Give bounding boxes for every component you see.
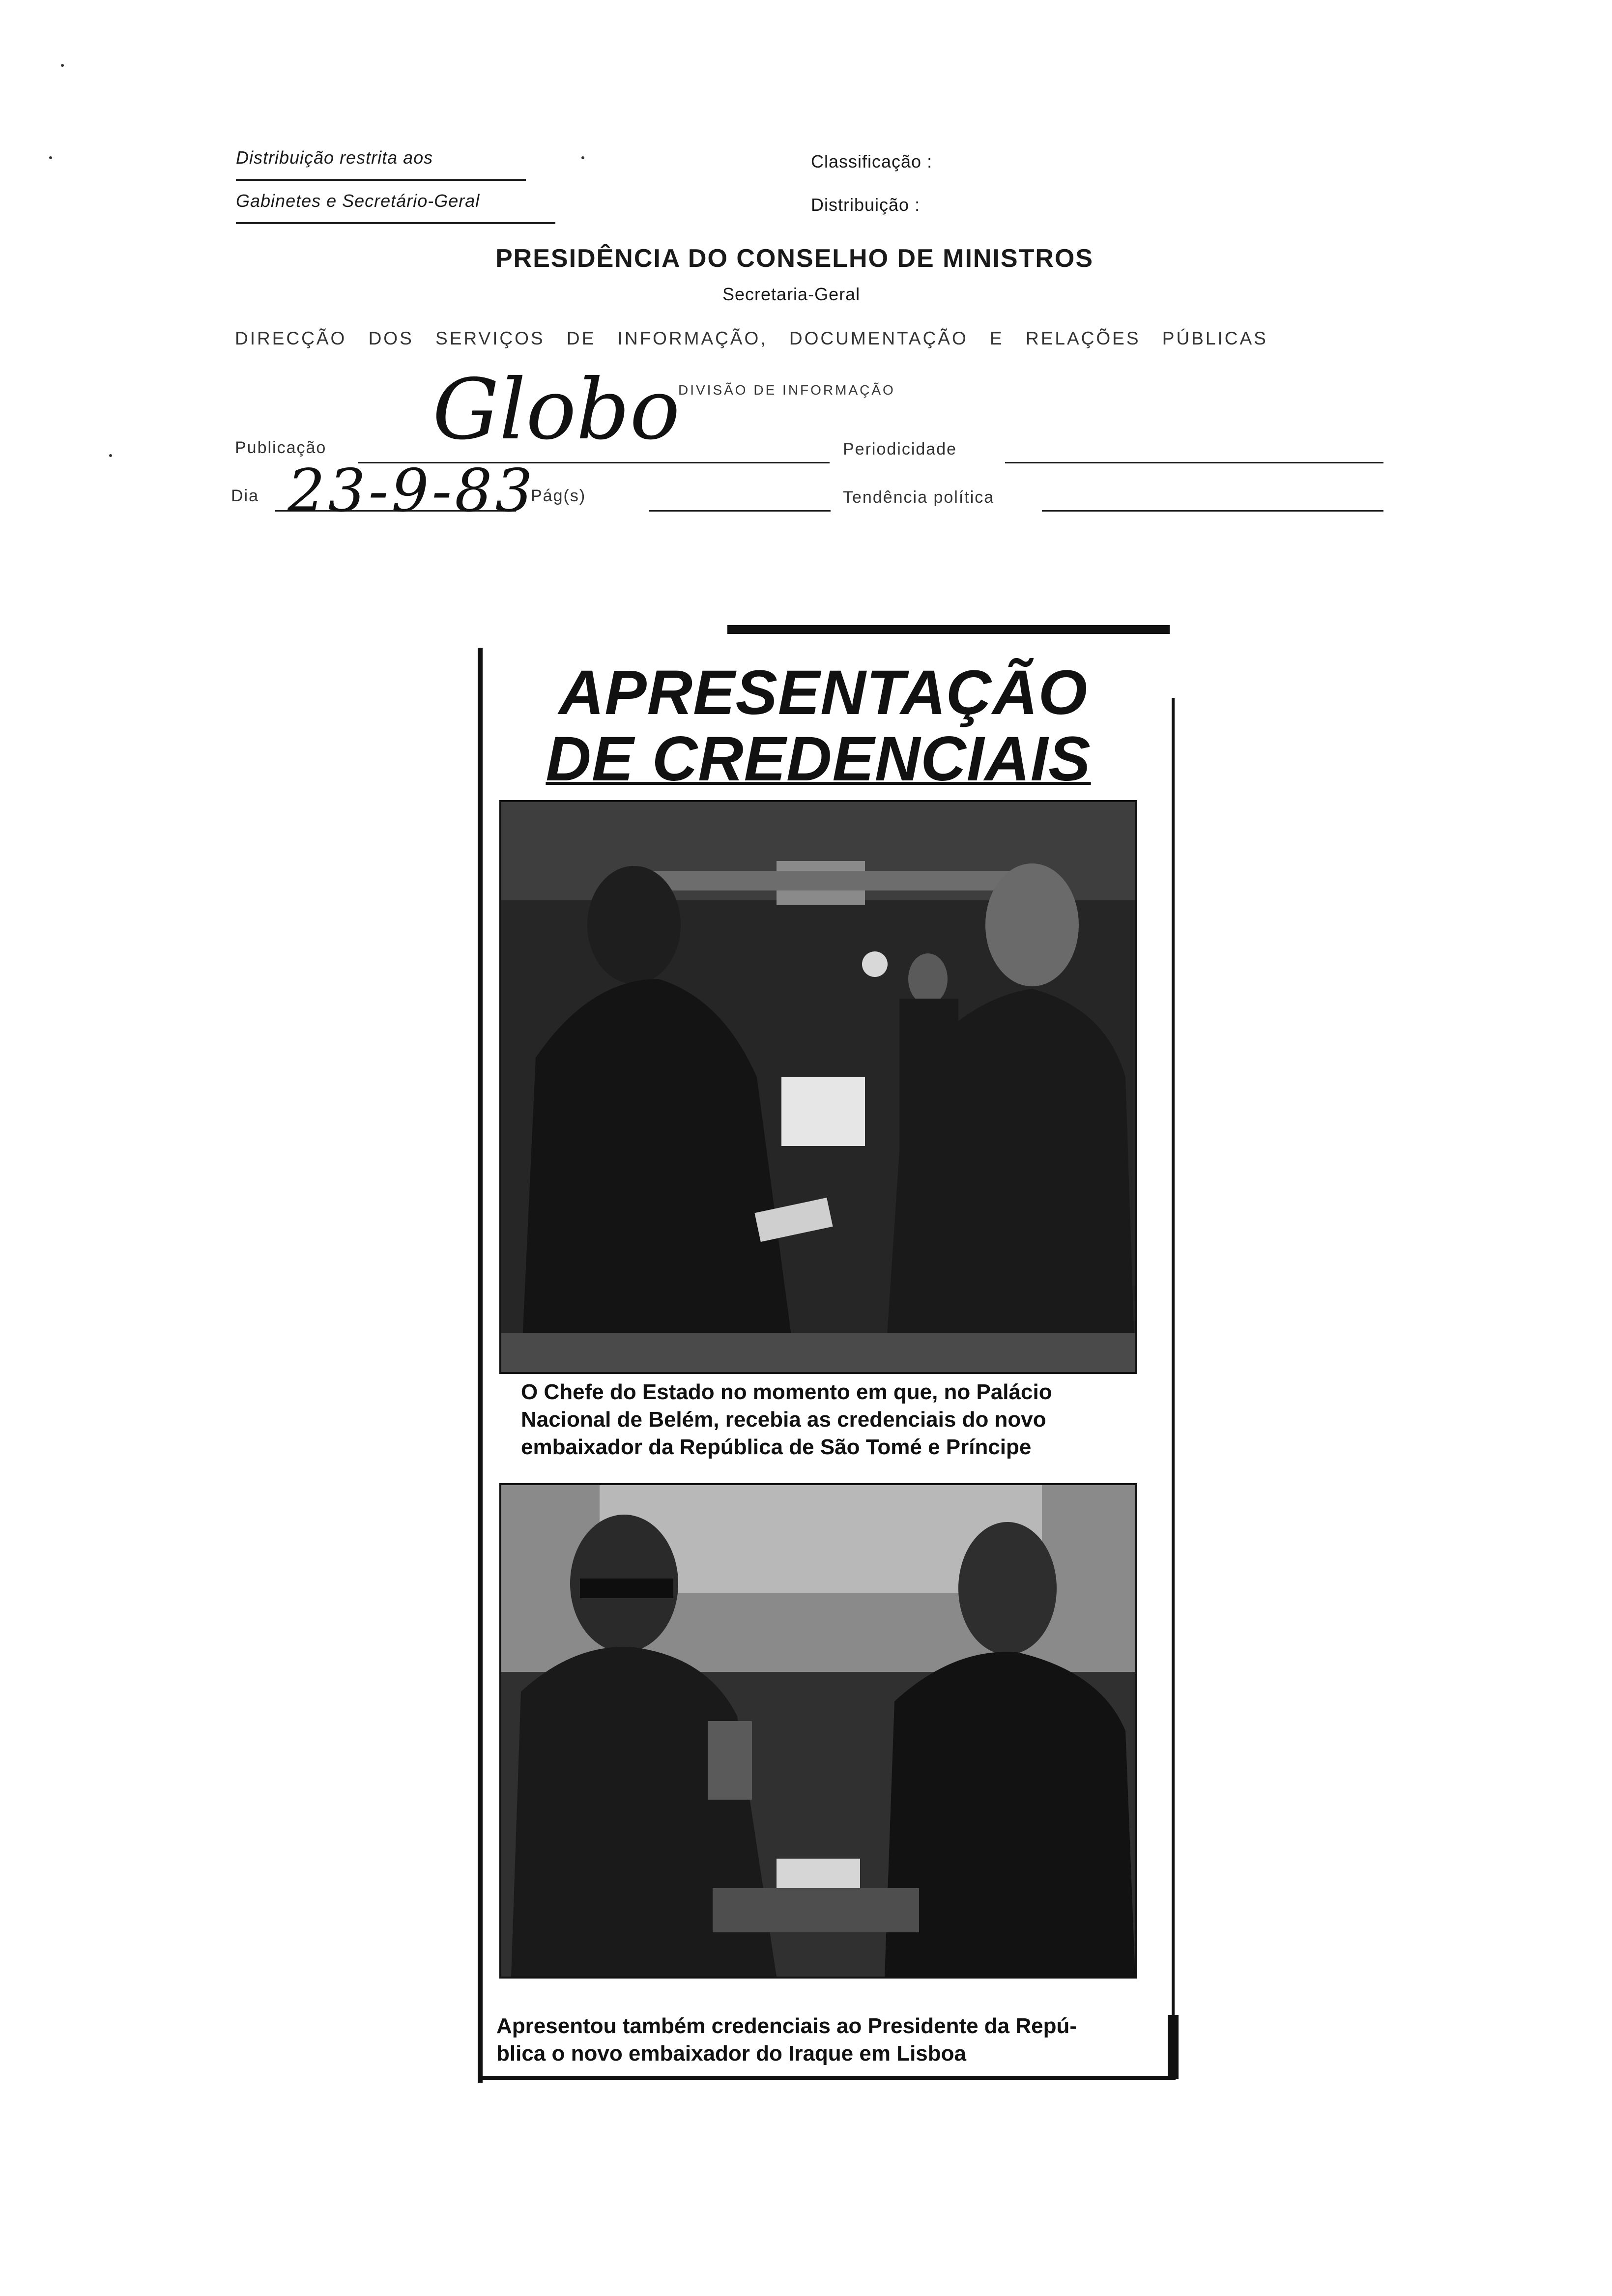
clipping-right-border xyxy=(1172,698,1175,2074)
photo1-caption-line: embaixador da República de São Tomé e Príncipe xyxy=(521,1435,1032,1459)
photo1-caption xyxy=(521,1378,1155,1461)
org-title: PRESIDÊNCIA DO CONSELHO DE MINISTROS xyxy=(495,244,1094,273)
direccao-servicos: DIRECÇÃO DOS SERVIÇOS DE INFORMAÇÃO, DOCUMENTAÇÃO E RELAÇÕES PÚBLICAS xyxy=(235,328,1268,348)
photo1-caption-line: Nacional de Belém, recebia as credenciais do novo xyxy=(521,1407,1046,1432)
publicacao-label: Publicação xyxy=(235,438,327,457)
photo-iraque-credentials xyxy=(499,1483,1137,1979)
photo2-caption xyxy=(496,2012,1175,2067)
photo2-caption-line: Apresentou também credenciais ao Presidente da Repú- xyxy=(496,2014,1077,2038)
distribution-restricted-line1: Distribuição restrita aos xyxy=(236,147,433,168)
headline-line1: APRESENTAÇÃO xyxy=(558,658,1088,728)
pags-label: Pág(s) xyxy=(531,487,586,505)
photo2-caption-line: blica o novo embaixador do Iraque em Lisboa xyxy=(496,2041,966,2066)
scan-speck xyxy=(581,156,584,159)
clipping-left-border xyxy=(478,648,483,2083)
publicacao-handwritten-value: Globo xyxy=(432,361,680,459)
photo-sao-tome-illustration xyxy=(501,802,1135,1372)
headline-line2: DE CREDENCIAIS xyxy=(546,724,1091,794)
dia-handwritten-value: 23-9-83 xyxy=(288,457,536,525)
photo-iraque-illustration xyxy=(501,1485,1135,1977)
periodicidade-label: Periodicidade xyxy=(843,440,957,459)
distribuicao-label: Distribuição : xyxy=(811,195,921,215)
photo1-caption-line: O Chefe do Estado no momento em que, no Palácio xyxy=(521,1380,1052,1404)
photo-sao-tome-credentials xyxy=(499,800,1137,1374)
dia-label: Dia xyxy=(231,487,259,505)
scan-speck xyxy=(49,156,52,159)
tendencia-field-line xyxy=(1042,510,1383,512)
clipping-bottom-border xyxy=(478,2076,1176,2080)
distribution-underline1 xyxy=(236,179,526,181)
clipping-top-bar xyxy=(727,625,1170,634)
scan-speck xyxy=(109,454,112,457)
scan-speck xyxy=(61,64,64,67)
divisao-informacao: DIVISÃO DE INFORMAÇÃO xyxy=(678,382,895,398)
distribution-underline2 xyxy=(236,222,555,224)
periodicidade-field-line xyxy=(1005,462,1383,463)
classificacao-label: Classificação : xyxy=(811,151,933,172)
distribution-restricted-line2: Gabinetes e Secretário-Geral xyxy=(236,191,480,211)
pags-field-line xyxy=(649,510,831,512)
tendencia-label: Tendência política xyxy=(843,488,995,507)
org-subtitle: Secretaria-Geral xyxy=(722,284,861,304)
